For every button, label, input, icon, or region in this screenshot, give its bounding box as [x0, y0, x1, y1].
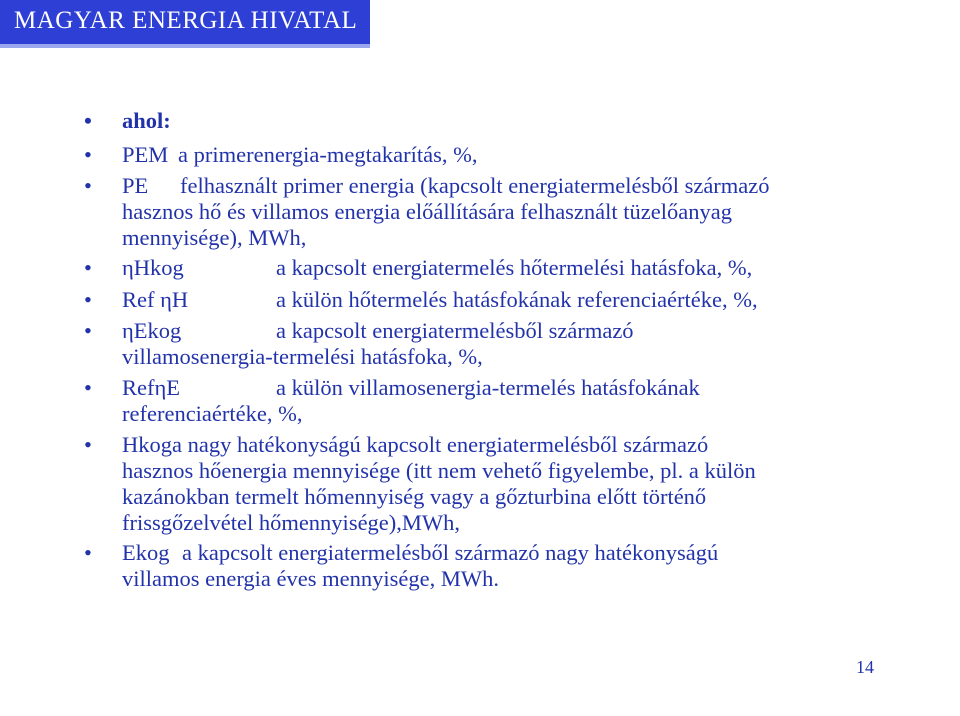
list-item-ref-eta-e	[122, 375, 700, 427]
item-text: felhasznált primer energia (kapcsolt energiatermelésből származó	[180, 173, 770, 198]
item-text: hasznos hő és villamos energia előállítására felhasznált tüzelőanyag	[122, 199, 732, 224]
page-number: 14	[856, 657, 874, 677]
list-item-pem	[122, 142, 477, 168]
item-text: hasznos hőenergia mennyisége (itt nem vehető figyelembe, pl. a külön	[122, 458, 756, 483]
item-term: PEM	[122, 142, 169, 167]
item-text: ahol:	[122, 108, 171, 133]
list-item-ref-eta-h	[122, 287, 758, 313]
header-title: MAGYAR ENERGIA HIVATAL	[14, 7, 358, 34]
header-bar	[0, 0, 370, 48]
item-text: a kapcsolt energiatermelésből származó nagy hatékonyságú	[182, 540, 719, 565]
item-term: Ref ηH	[122, 287, 189, 312]
item-text: a kapcsolt energiatermelésből származó	[276, 318, 634, 343]
item-text: frissgőzelvétel hőmennyisége),MWh,	[122, 510, 461, 535]
item-text: referenciaértéke, %,	[122, 401, 303, 426]
item-term: ηEkog	[122, 318, 182, 343]
item-term: PE	[122, 173, 149, 198]
item-text: a külön villamosenergia-termelés hatásfokának	[276, 375, 700, 400]
item-text: kazánokban termelt hőmennyiség vagy a gőzturbina előtt történő	[122, 484, 707, 509]
item-text: villamos energia éves mennyisége, MWh.	[122, 566, 499, 591]
item-term: Hkog	[122, 432, 172, 457]
item-term: ηHkog	[122, 255, 184, 280]
item-text: villamosenergia-termelési hatásfoka, %,	[122, 344, 483, 369]
item-text: mennyisége), MWh,	[122, 225, 307, 250]
item-text: a külön hőtermelés hatásfokának referenciaértéke, %,	[276, 287, 758, 312]
list-item-ekog	[122, 540, 718, 592]
item-text: a primerenergia-megtakarítás, %,	[178, 142, 478, 167]
item-term: RefηE	[122, 375, 180, 400]
list-item-ahol	[122, 108, 171, 134]
list-item-pe	[122, 173, 770, 251]
item-text: a kapcsolt energiatermelés hőtermelési hatásfoka, %,	[276, 255, 753, 280]
list-item-eta-ekog	[122, 318, 634, 370]
list-item-hkog	[122, 432, 756, 536]
list-item-eta-hkog	[122, 255, 752, 281]
item-term: Ekog	[122, 540, 170, 565]
item-text: a nagy hatékonyságú kapcsolt energiatermelésből származó	[172, 432, 709, 457]
